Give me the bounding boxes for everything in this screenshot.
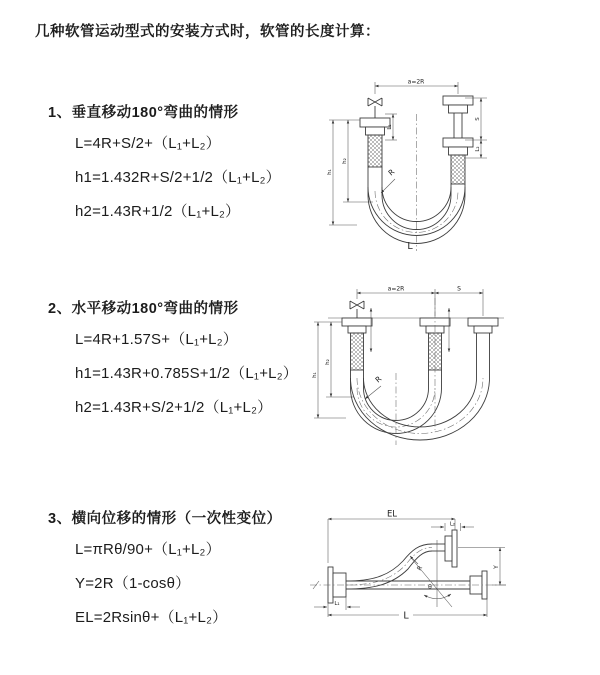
dim-label-s: S [457, 285, 461, 293]
formula-line: h1=1.432R+S/2+1/2（L₁+L₂） [75, 169, 281, 186]
flange-hub [348, 326, 366, 333]
section-2-heading: 2、水平移动180°弯曲的情形 [48, 301, 239, 317]
right-pipe-assembly [468, 318, 498, 378]
dim-h1 [327, 120, 357, 225]
dim-label-l2: L₂ [475, 146, 481, 152]
left-pipe-assembly [342, 301, 372, 388]
radius-callout [381, 167, 396, 193]
flange-hub [474, 326, 492, 333]
diagram-horizontal-180-bend [308, 280, 553, 455]
dim-label-l1: L₁ [334, 601, 340, 607]
flange [342, 318, 372, 326]
formula-line: L=4R+S/2+（L₁+L₂） [75, 135, 221, 152]
formula-line: h1=1.43R+0.785S+1/2（L₁+L₂） [75, 365, 298, 382]
formula-line: L=πRθ/90+（L₁+L₂） [75, 541, 221, 558]
dim-label-l: L [403, 610, 409, 622]
flange [360, 118, 390, 127]
section-1-heading: 1、垂直移动180°弯曲的情形 [48, 105, 239, 121]
upper-flange-assembly [432, 530, 457, 567]
section-vertical-bend [48, 101, 281, 234]
formula-line: EL=2Rsinθ+（L₁+L₂） [75, 609, 228, 626]
dim-a2r [375, 79, 458, 95]
dim-label-h2: h₂ [342, 158, 348, 164]
flange [443, 138, 473, 147]
right-pipe-assembly [443, 96, 473, 195]
dim-h1 [312, 322, 346, 418]
dim-label-h2: h₂ [325, 359, 331, 365]
dim-label-h1: h₁ [312, 372, 318, 378]
formula-line: h2=1.43R+S/2+1/2（L₁+L₂） [75, 399, 273, 416]
dim-label-h1: h₁ [327, 169, 333, 175]
dim-label-r: R [415, 564, 425, 573]
dim-l1 [314, 597, 360, 610]
formula-line: h2=1.43R+1/2（L₁+L₂） [75, 203, 241, 220]
braided-hose [451, 155, 465, 184]
dim-label-a2r: a=2R [387, 285, 405, 293]
formula-line: L=4R+1.57S+（L₁+L₂） [75, 331, 238, 348]
dim-label-el: EL [386, 509, 398, 520]
page-title: 几种软管运动型式的安装方式时，软管的长度计算： [35, 24, 380, 40]
valve-icon [350, 301, 364, 309]
dim-s [435, 286, 483, 294]
flange [443, 96, 473, 105]
dim-label-l2: L₂ [449, 521, 456, 528]
valve-icon [368, 98, 382, 106]
flange [452, 530, 457, 567]
dim-label-l: L [407, 241, 413, 252]
braided-hose [368, 135, 382, 167]
dim-label-s: S [475, 117, 481, 121]
flange-hub [445, 536, 452, 561]
dim-label-a2r: a=2R [407, 78, 425, 86]
dim-a2r [357, 286, 483, 317]
dim-el [328, 510, 455, 564]
dim-label-r: R [386, 167, 397, 178]
formula-line: Y=2R（1-cosθ） [75, 575, 191, 592]
section-lateral-displacement [48, 507, 282, 640]
dim-label-y: Y [493, 565, 500, 569]
section-horizontal-bend [48, 297, 298, 430]
dim-label-theta: θ [428, 584, 432, 591]
diagram-lateral-displacement [300, 503, 550, 628]
braided-hose [351, 333, 364, 370]
dim-l [328, 599, 487, 622]
radius-callout [365, 374, 383, 399]
flange-hub [366, 127, 385, 135]
flange-hub [449, 105, 468, 113]
dim-label-l1: L₁ [387, 124, 393, 130]
section-3-heading: 3、横向位移的情形（一次性变位） [48, 511, 282, 527]
left-pipe-assembly [360, 98, 390, 195]
dim-label-r: R [373, 374, 384, 385]
flange [468, 318, 498, 326]
diagram-vertical-180-bend [315, 72, 550, 257]
flange-hub [449, 147, 468, 155]
